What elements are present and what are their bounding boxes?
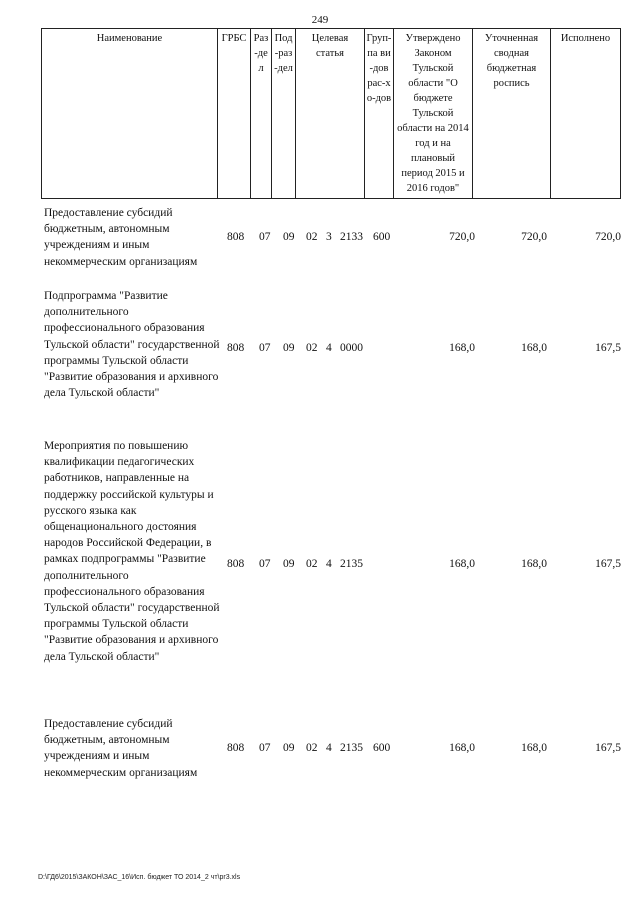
row-target-3: 2135: [340, 742, 363, 754]
row-target-1: 02: [306, 742, 318, 754]
row-target-1: 02: [306, 342, 318, 354]
row-podrazdel: 09: [283, 558, 295, 570]
header-approved: Утверждено Законом Тульской области "О бюджете Тульской области на 2014 год и на плановый период 2015 и 2016 годов": [394, 29, 473, 199]
header-refined: Уточненная сводная бюджетная роспись: [473, 29, 551, 199]
row-razdel: 07: [259, 558, 271, 570]
row-grbs: 808: [227, 742, 245, 754]
row-razdel: 07: [259, 231, 271, 243]
row-razdel: 07: [259, 742, 271, 754]
row-group: 600: [373, 742, 391, 754]
row-refined: 168,0: [521, 558, 547, 570]
row-refined: 168,0: [521, 342, 547, 354]
row-target-1: 02: [306, 231, 318, 243]
row-podrazdel: 09: [283, 342, 295, 354]
row-group: 600: [373, 231, 391, 243]
row-target-3: 2135: [340, 558, 363, 570]
row-target-1: 02: [306, 558, 318, 570]
row-name: Предоставление субсидий бюджетным, автономным учреждениям и иным некоммерческим организациям: [44, 207, 198, 268]
row-target-2: 4: [326, 742, 332, 754]
row-grbs: 808: [227, 231, 245, 243]
row-grbs: 808: [227, 342, 245, 354]
row-name: Предоставление субсидий бюджетным, автономным учреждениям и иным некоммерческим организациям: [44, 718, 198, 779]
row-approved: 720,0: [449, 231, 475, 243]
row-approved: 168,0: [449, 742, 475, 754]
row-approved: 168,0: [449, 342, 475, 354]
row-podrazdel: 09: [283, 742, 295, 754]
header-group: Груп-па ви-дов рас-хо-дов: [365, 29, 394, 199]
header-name: Наименование: [42, 29, 218, 199]
page-number: 249: [311, 14, 329, 26]
header-grbs: ГРБС: [218, 29, 251, 199]
row-grbs: 808: [227, 558, 245, 570]
header-razdel: Раз-дел: [251, 29, 272, 199]
row-executed: 167,5: [595, 342, 621, 354]
row-executed: 720,0: [595, 231, 621, 243]
header-executed: Исполнено: [551, 29, 621, 199]
row-refined: 720,0: [521, 231, 547, 243]
row-approved: 168,0: [449, 558, 475, 570]
row-target-3: 2133: [340, 231, 363, 243]
row-name: Подпрограмма "Развитие дополнительного профессионального образования Тульской области" государственной программы Тульской области "Развитие образования и архивного дела Тульской области": [44, 290, 220, 400]
row-razdel: 07: [259, 342, 271, 354]
row-executed: 167,5: [595, 558, 621, 570]
row-executed: 167,5: [595, 742, 621, 754]
header-podrazdel: Под-раз-дел: [272, 29, 296, 199]
file-path-footer: D:\ГД6\2015\ЗАКОН\ЗАС_16\Исп. бюджет ТО 2014_2 чт\pr3.xls: [38, 874, 241, 881]
header-target: Целевая статья: [296, 29, 365, 199]
row-target-3: 0000: [340, 342, 363, 354]
row-podrazdel: 09: [283, 231, 295, 243]
row-name: Мероприятия по повышению квалификации педагогических работников, направленные на поддержку российской культуры и русского языка как общенационального достояния народов Российской Федерации, в рамках подпрограммы "Развитие дополнительного профессионального образования Тульской области" государственной программы Тульской области "Развитие образования и архивного дела Тульской области": [44, 440, 220, 663]
row-target-2: 3: [326, 231, 332, 243]
row-target-2: 4: [326, 558, 332, 570]
table-header: [41, 28, 621, 199]
row-refined: 168,0: [521, 742, 547, 754]
row-target-2: 4: [326, 342, 332, 354]
